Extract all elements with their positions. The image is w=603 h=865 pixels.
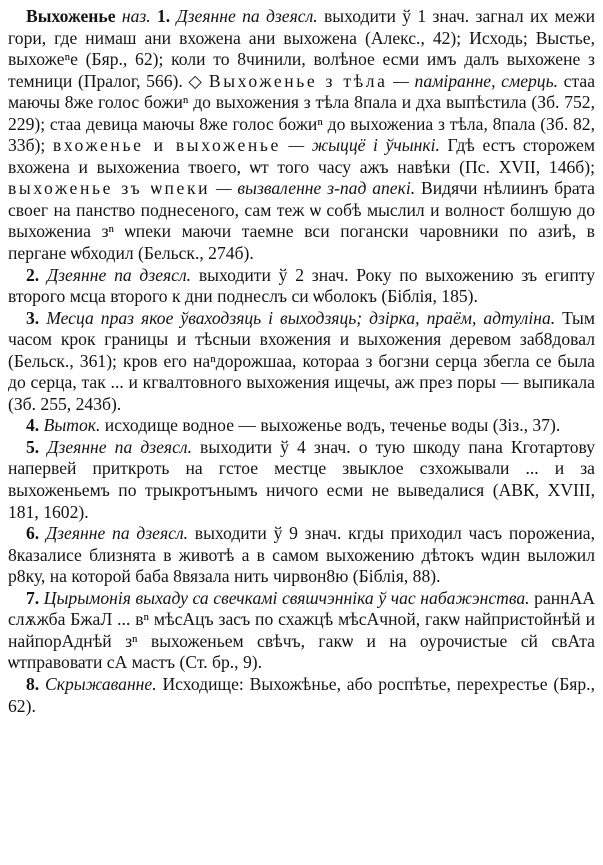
- sense-7: [8, 588, 595, 674]
- sense-definition: Месца праз якое ўваходзяць і выходзяць; дзірка, праём, адтуліна.: [46, 307, 556, 328]
- sense-definition: Скрыжаванне.: [45, 673, 157, 694]
- sense-text: выходити ў 9 знач. кгды приходил часъ порожениа, 8казалисе близнята в животѣ а в самом выхожению дѣтокъ ѡдин выложил р8ку, на которой баба 8вязала нить чирвон8ю (Біблія, 88).: [8, 523, 595, 587]
- sense-number: 8.: [26, 673, 40, 694]
- sense-number: 2.: [26, 264, 40, 285]
- sense-definition: Дзеянне па дзеясл.: [45, 523, 189, 544]
- phrase: вхоженье и выхоженье: [52, 135, 281, 156]
- sense-4: [8, 415, 595, 437]
- sense-number: 7.: [26, 587, 40, 608]
- sense-text: Видячи нѣлиинъ брата своег на панство поднесеного, сам теж ѡ собѣ мыслил и волност болшую до выхожениа зⁿ ѡпеки маючи таемне вси погански чаровники по азиѣ, в пергане ѡбходил (Бельск., 274б).: [8, 178, 595, 264]
- sense-definition: Цырымонія выхаду са свечкамі свяшчэнніка ў час набажэнства.: [43, 587, 530, 608]
- sense-definition: Дзеянне па дзеясл.: [46, 264, 192, 285]
- sense-text: выходити ў 1 знач. загнал их межи гори, где нимаш ани вхожена ани выхожена (Алекс., 42); Исходь; Выстье, выхожeⁿе (Бяр., 62); коли то 8чинили, волѣное есми имъ далъ выхожене з темници (Пралог, 566). ◇: [8, 6, 595, 91]
- sense-6: [8, 523, 595, 588]
- phrase: Выхоженье з тѣла: [208, 70, 388, 91]
- sense-number: 3.: [26, 307, 40, 328]
- sense-definition: Выток.: [43, 415, 101, 436]
- sense-2: [8, 265, 595, 308]
- sense-text: выходити ў 2 знач. Року по выхожению зъ египту второго мсца второго к дни поднеслъ си ѡболокъ (Біблія, 185).: [8, 264, 595, 307]
- sense-definition: Дзеянне па дзеясл.: [176, 6, 318, 26]
- sense-text: раннАА слѫжба БжаЛ ... вⁿ мѣсАцъ засъ по схажцѣ мѣсАчной, гакѡ найпристойнѣй и найпорАднѣй зⁿ выхоженьем свѣчъ, гакѡ и на оурочистые сй свАта ѡтправовати сА мастъ (Ст. бр., 9).: [8, 587, 595, 673]
- sense-text: стаа маючы 8же голос божиⁿ до выхожения з тѣла 8пала и дха выпѣстила (Зб. 752, 229); стаа девица маючы 8же голос божиⁿ до выхожениа з тѣла, 8пала (Зб. 82, 33б);: [8, 70, 595, 156]
- sense-number: 1.: [156, 6, 171, 26]
- sense-number: 6.: [26, 523, 40, 544]
- sense-5: [8, 437, 595, 523]
- sense-text: исходище водное — выхоженье водъ, теченье воды (Зіз., 37).: [100, 415, 561, 436]
- phrase-definition: — паміранне, смерць.: [387, 70, 559, 91]
- headword: Выхоженье: [26, 6, 116, 26]
- phrase: выхоженье зъ ѡпеки: [8, 178, 211, 199]
- sense-number: 5.: [26, 436, 40, 457]
- sense-text: Тым часом крок границы и тѣсныи вхожения и выхожения деревом заб8довал (Бельск., 361); кров его наⁿдорожшаа, котораа з богзни серца збегла се была до серца, так ... и кгвалтовного выхожения ищечы, аж през поры — выпикала (Зб. 255, 243б).: [8, 307, 595, 414]
- sense-3: [8, 308, 595, 416]
- sense-number: 4.: [26, 415, 40, 436]
- sense-1: [8, 6, 595, 265]
- sense-8: [8, 674, 595, 717]
- sense-text: выходити ў 4 знач. о тую шкоду пана Кготартову напервей приткроть на гстое местце звыклое сзхожывали ... и за выхоженьемъ по трыкротънымъ ничого есми не выведалися (АВК, XVIII, 181, 1602).: [8, 436, 595, 522]
- part-of-speech: наз.: [121, 6, 151, 26]
- sense-text: Исходище: Выхожѣнье, або роспѣтье, перехрестье (Бяр., 62).: [8, 673, 595, 716]
- sense-definition: Дзеянне па дзеясл.: [47, 436, 192, 457]
- phrase-definition: — жыццё і ўчынкі.: [280, 135, 440, 156]
- phrase-definition: — вызваленне з-пад апекі.: [210, 178, 416, 199]
- sense-text: Гдѣ естъ сторожем вхожена и выхожениа твоего, ѡт того часу ажъ навѣки (Пс. XVII, 146б);: [8, 135, 595, 177]
